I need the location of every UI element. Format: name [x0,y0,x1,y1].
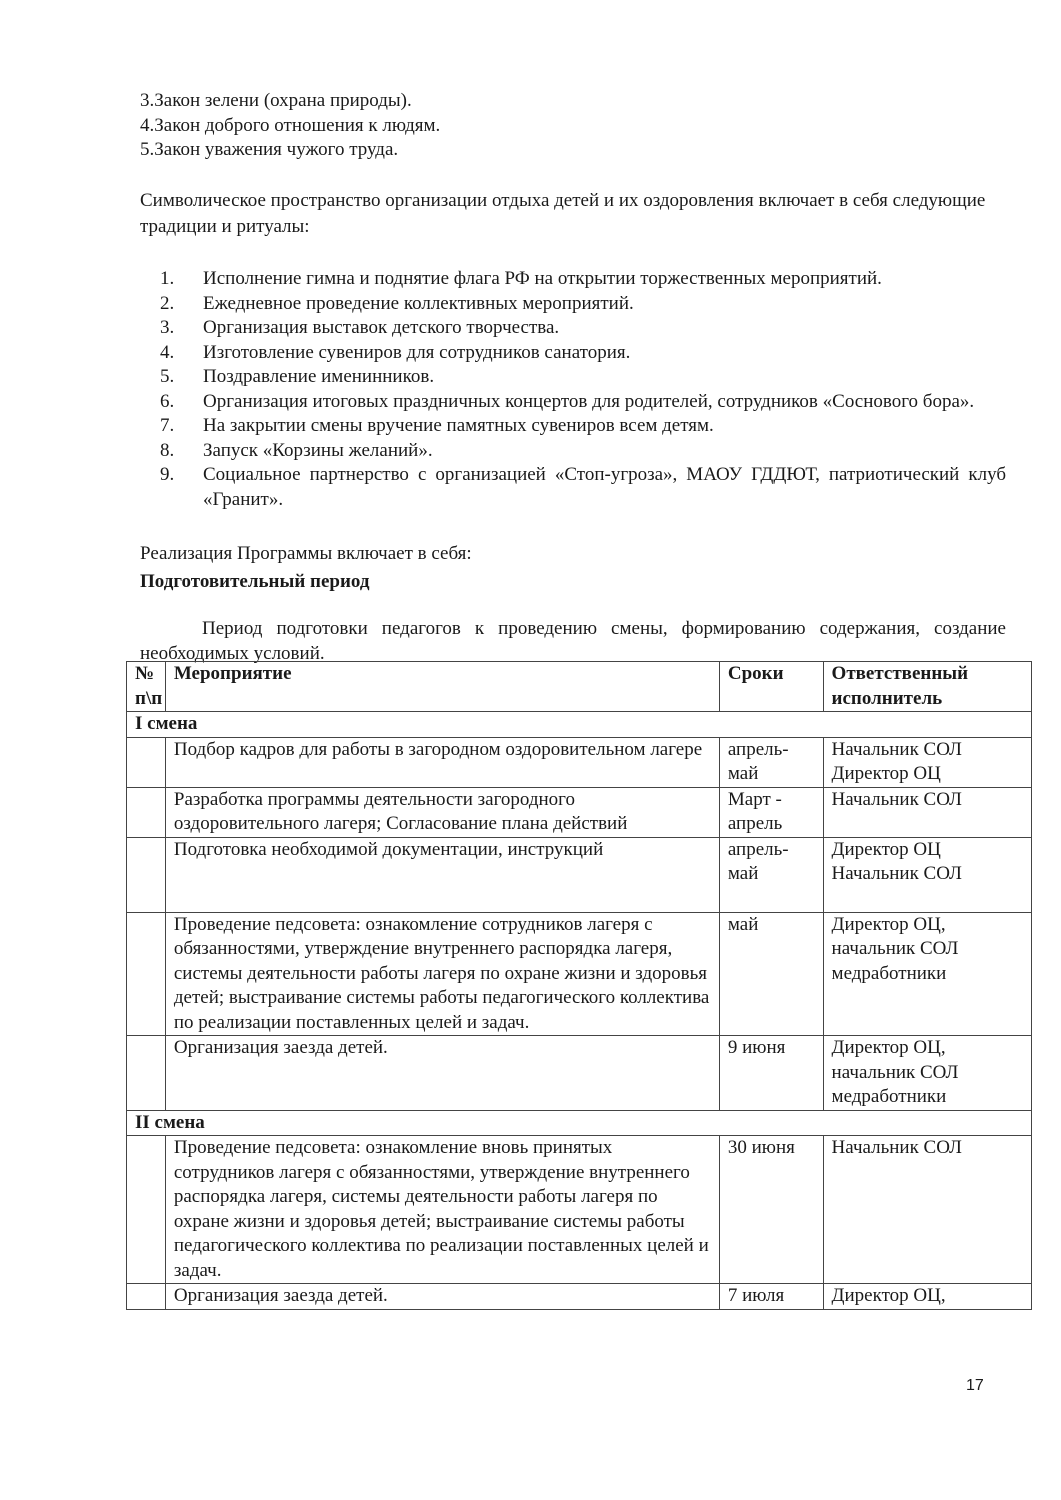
cell-num [127,1136,166,1284]
section-heading: Подготовительный период [140,571,370,592]
table-row [127,787,1032,837]
tradition-item [160,365,1006,390]
section-description: Период подготовки педагогов к проведению смены, формированию содержания, создание необходимых условий. [140,618,1006,664]
header-responsible: Ответственный исполнитель [823,662,1031,712]
item-text: На закрытии смены вручение памятных сувениров всем детям. [203,415,714,436]
traditions-list [160,267,1006,512]
table-header-row [127,662,1032,712]
cell-activity: Проведение педсовета: ознакомление сотрудников лагеря с обязанностями, утверждение внутреннего распорядка лагеря, системы деятельности работы лагеря по охране жизни и здоровья детей; выстраивание системы работы педагогического коллектива по реализации поставленных целей и задач. [165,912,719,1036]
tradition-item [160,267,1006,292]
symbolic-intro: Символическое пространство организации отдыха детей и их оздоровления включает в себя следующие традиции и ритуалы: [140,190,986,237]
cell-activity: Проведение педсовета: ознакомление вновь принятых сотрудников лагеря с обязанностями, утверждение внутреннего распорядка лагеря, системы деятельности работы лагеря по охране жизни и здоровья детей; выстраивание системы работы педагогического коллектива по реализации поставленных целей и задач. [165,1136,719,1284]
page-number: 17 [966,1377,984,1394]
cell-dates: апрель-май [719,737,823,787]
item-text: Исполнение гимна и поднятие флага РФ на открытии торжественных мероприятий. [203,268,882,289]
table-row [127,1284,1032,1310]
item-text: Изготовление сувениров для сотрудников санатория. [203,341,631,363]
cell-num [127,912,166,1036]
item-text: Социальное партнерство с организацией «Стоп-угроза», МАОУ ГДДЮТ, патриотический клуб «Гранит». [203,464,1006,510]
item-number: 8. [160,439,175,461]
tradition-item [160,463,1006,512]
table-row [127,1036,1032,1111]
cell-dates: 9 июня [719,1036,823,1111]
item-number: 1. [160,268,175,289]
cell-responsible: Директор ОЦ, [823,1284,1031,1310]
item-number: 2. [160,292,175,314]
item-number: 5. [160,366,175,387]
cell-responsible: Директор ОЦ, начальник СОЛ медработники [823,1036,1031,1111]
header-dates: Сроки [719,662,823,712]
tradition-item [160,292,1006,317]
table-row [127,1136,1032,1284]
item-number: 6. [160,390,175,412]
tradition-item [160,341,1006,366]
tradition-item [160,414,1006,439]
item-number: 4. [160,341,175,363]
law-item: 5.Закон уважения чужого труда. [140,139,399,160]
cell-activity: Организация заезда детей. [165,1284,719,1310]
cell-num [127,787,166,837]
shift-label: II смена [127,1110,1032,1136]
cell-activity: Разработка программы деятельности загородного оздоровительного лагеря; Согласование плана действий [165,787,719,837]
cell-activity: Организация заезда детей. [165,1036,719,1111]
tradition-item [160,439,1006,464]
item-text: Организация выставок детского творчества. [203,317,560,338]
table-row [127,912,1032,1036]
item-number: 9. [160,464,175,485]
shift-row [127,1110,1032,1136]
cell-responsible: Начальник СОЛ [823,1136,1031,1284]
shift-label: I смена [127,712,1032,738]
header-activity: Мероприятие [165,662,719,712]
cell-num [127,837,166,912]
realization-line: Реализация Программы включает в себя: [140,543,472,564]
shift-row [127,712,1032,738]
cell-activity: Подготовка необходимой документации, инструкций [165,837,719,912]
item-number: 3. [160,317,175,338]
cell-responsible: Директор ОЦ Начальник СОЛ [823,837,1031,912]
tradition-item [160,390,1006,415]
item-text: Ежедневное проведение коллективных мероприятий. [203,292,634,314]
header-num: № п\п [127,662,166,712]
cell-responsible: Директор ОЦ, начальник СОЛ медработники [823,912,1031,1036]
cell-dates: апрель-май [719,837,823,912]
laws-list [140,89,440,163]
item-text: Поздравление именинников. [203,366,435,387]
cell-dates: Март - апрель [719,787,823,837]
cell-dates: май [719,912,823,1036]
law-item: 3.Закон зелени (охрана природы). [140,90,412,111]
cell-responsible: Начальник СОЛ [823,787,1031,837]
item-text: Запуск «Корзины желаний». [203,439,433,461]
cell-dates: 30 июня [719,1136,823,1284]
cell-activity: Подбор кадров для работы в загородном оздоровительном лагере [165,737,719,787]
cell-num [127,1284,166,1310]
item-number: 7. [160,415,175,436]
table-row [127,837,1032,912]
cell-num [127,737,166,787]
law-item: 4.Закон доброго отношения к людям. [140,114,441,136]
cell-responsible: Начальник СОЛ Директор ОЦ [823,737,1031,787]
tradition-item [160,316,1006,341]
cell-num [127,1036,166,1111]
cell-dates: 7 июля [719,1284,823,1310]
table-row [127,737,1032,787]
item-text: Организация итоговых праздничных концертов для родителей, сотрудников «Соснового бора». [203,390,975,412]
plan-table [126,661,1032,1310]
